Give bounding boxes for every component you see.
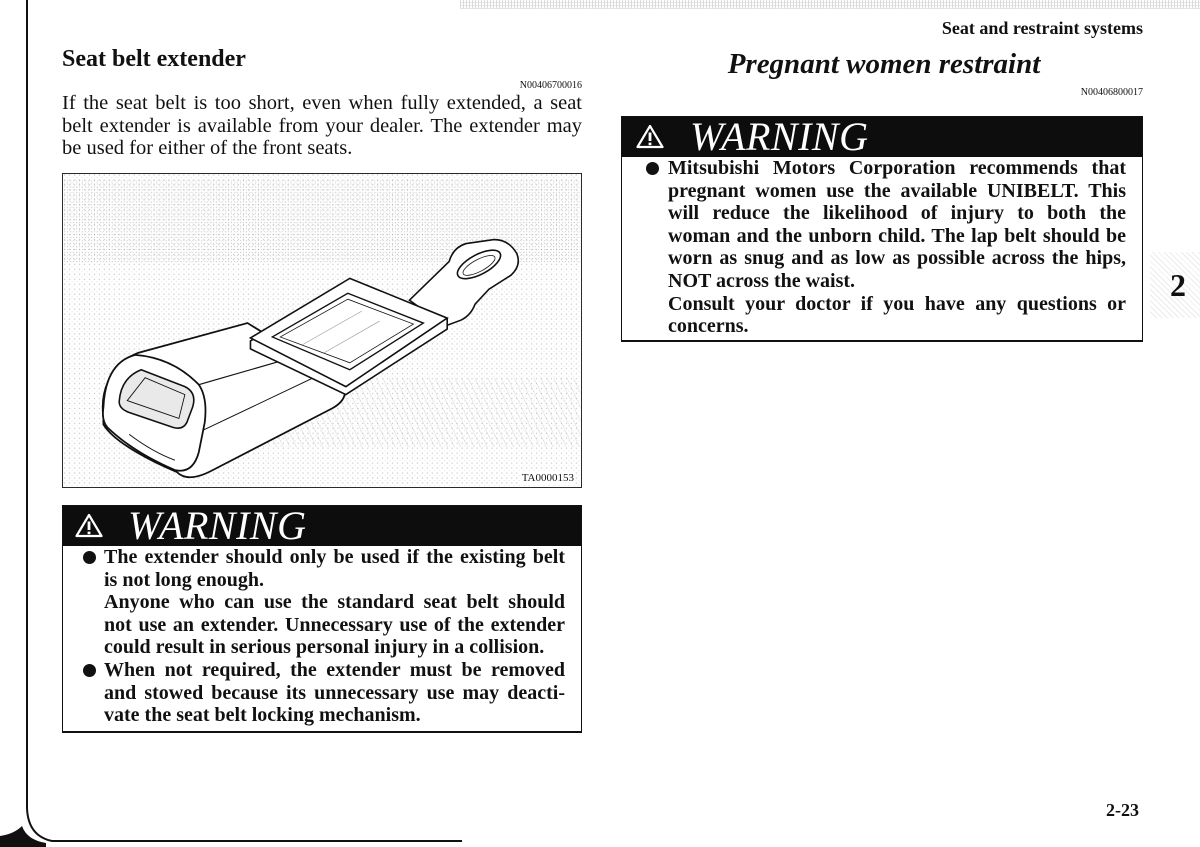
text-line: is not long enough. [104, 568, 265, 591]
intro-paragraph [62, 92, 582, 160]
warning-paragraph [668, 157, 1126, 293]
warning-body [63, 546, 581, 727]
text-line: Anyone who can use the standard seat belt should [104, 591, 565, 614]
seat-belt-extender-illustration [62, 173, 582, 488]
pregnant-women-restraint-title: Pregnant women restraint [727, 48, 1041, 80]
warning-paragraph [104, 591, 565, 659]
section-code: N00406700016 [519, 80, 582, 91]
extender-drawing [63, 174, 581, 487]
text-line: vate the seat belt locking mechanism. [104, 704, 421, 727]
text-line: When not required, the extender must be removed [104, 658, 565, 681]
text-line: NOT across the waist. [668, 269, 856, 292]
text-line: woman and the unborn child. The lap belt should be [668, 224, 1126, 247]
section-header: Seat and restraint systems [941, 18, 1143, 38]
seat-belt-extender-title: Seat belt extender [62, 46, 246, 72]
bullet-icon [83, 551, 96, 564]
text-line: If the seat belt is too short, even when fully extended, a seat [62, 92, 582, 114]
warning-triangle-icon [636, 124, 664, 149]
extender-warning-box [62, 505, 582, 733]
text-line: be used for either of the front seats. [62, 137, 353, 160]
warning-triangle-icon [75, 513, 103, 538]
text-line: worn as snug and as low as possible across the hips, [668, 247, 1126, 270]
text-line: belt extender is available from your dealer. The extender may [62, 114, 582, 137]
warning-paragraph [104, 546, 565, 591]
text-line: and stowed because its unnecessary use may deacti- [104, 681, 565, 704]
warning-item [668, 157, 1126, 338]
text-line: concerns. [668, 315, 749, 338]
warning-heading: WARNING [690, 114, 869, 159]
text-line: pregnant women use the available UNIBELT. This [668, 179, 1126, 202]
warning-paragraph [668, 293, 1126, 338]
page-number: 2-23 [1106, 800, 1139, 820]
figure-label: TA0000153 [521, 472, 574, 484]
text-line: Mitsubishi Motors Corporation recommends that [668, 157, 1126, 179]
chapter-tab: 2 [1170, 267, 1186, 303]
warning-header-bar [622, 114, 1142, 159]
pregnancy-warning-box [621, 116, 1143, 342]
warning-item [104, 546, 565, 659]
bullet-icon [646, 162, 659, 175]
warning-header-bar [63, 503, 581, 548]
warning-item [104, 659, 565, 727]
warning-paragraph [104, 659, 565, 727]
text-line: not use an extender. Unnecessary use of the extender [104, 613, 565, 636]
scan-noise-band [460, 0, 1200, 9]
section-code: N00406800017 [1080, 87, 1143, 98]
bullet-icon [83, 664, 96, 677]
warning-body [622, 157, 1142, 338]
text-line: could result in serious personal injury in a collision. [104, 636, 545, 659]
warning-heading: WARNING [128, 503, 307, 548]
text-line: The extender should only be used if the existing belt [104, 546, 565, 568]
text-line: Consult your doctor if you have any questions or [668, 292, 1126, 315]
text-line: will reduce the likelihood of injury to both the [668, 202, 1126, 225]
